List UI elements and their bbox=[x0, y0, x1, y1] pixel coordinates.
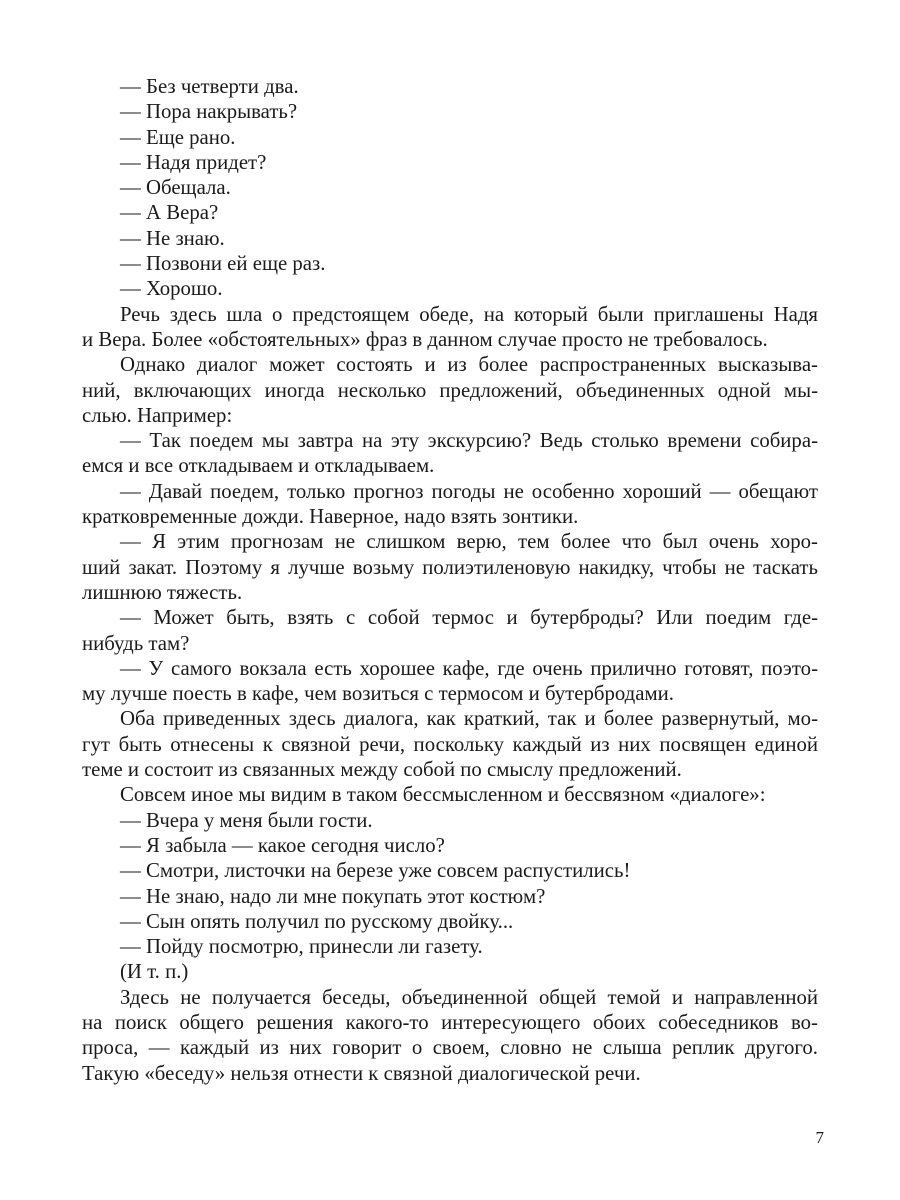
dialogue-line: — Я забыла — какое сегодня число? bbox=[120, 833, 445, 857]
dialogue-line: — Сын опять получил по русскому двойку... bbox=[120, 909, 514, 933]
paragraph-line: ний, включающих иногда несколько предложений, объединенных одной мы- bbox=[82, 378, 818, 402]
paragraph-line: теме и состоит из связанных между собой по смыслу предложений. bbox=[82, 758, 682, 782]
paragraph-line: Оба приведенных здесь диалога, как краткий, так и более развернутый, мо- bbox=[120, 707, 818, 731]
dialogue-line: — Смотри, листочки на березе уже совсем распустились! bbox=[120, 859, 631, 883]
dialogue-line: — У самого вокзала есть хорошее кафе, где очень прилично готовят, поэто- bbox=[120, 656, 818, 680]
dialogue-line: — Не знаю, надо ли мне покупать этот костюм? bbox=[120, 884, 546, 908]
dialogue-line: ший закат. Поэтому я лучше возьму полиэтиленовую накидку, чтобы не таскать bbox=[82, 555, 818, 579]
paragraph-line: Речь здесь шла о предстоящем обеде, на который были приглашены Надя bbox=[120, 302, 818, 326]
paragraph-line: и Вера. Более «обстоятельных» фраз в данном случае просто не требовалось. bbox=[82, 327, 768, 351]
dialogue-line: — Пора накрывать? bbox=[120, 100, 298, 124]
paragraph-line: Такую «беседу» нельзя отнести к связной диалогической речи. bbox=[82, 1061, 641, 1085]
dialogue-line: му лучше поесть в кафе, чем возиться с термосом и бутербродами. bbox=[82, 682, 674, 706]
dialogue-line: лишнюю тяжесть. bbox=[82, 580, 243, 604]
dialogue-line: нибудь там? bbox=[82, 631, 190, 655]
dialogue-line: — Пойду посмотрю, принесли ли газету. bbox=[120, 935, 483, 959]
dialogue-line: — Вчера у меня были гости. bbox=[120, 808, 373, 832]
dialogue-line: — Так поедем мы завтра на эту экскурсию? Ведь столько времени собира- bbox=[120, 429, 818, 453]
dialogue-line: — Я этим прогнозам не слишком верю, тем более что был очень хоро- bbox=[120, 530, 818, 554]
paragraph-line: слью. Например: bbox=[82, 403, 233, 427]
dialogue-line: — А Вера? bbox=[120, 201, 219, 225]
page-number: 7 bbox=[815, 1128, 824, 1147]
paragraph-line: Здесь не получается беседы, объединенной общей темой и направленной bbox=[120, 985, 818, 1009]
paragraph-line: Совсем иное мы видим в таком бессмысленном и бессвязном «диалоге»: bbox=[120, 783, 766, 807]
paragraph-line: (И т. п.) bbox=[120, 960, 189, 984]
dialogue-line: — Давай поедем, только прогноз погоды не особенно хороший — обещают bbox=[120, 479, 818, 503]
paragraph-line: проса, — каждый из них говорит о своем, словно не слыша реплик другого. bbox=[82, 1036, 818, 1060]
dialogue-line: — Обещала. bbox=[120, 176, 231, 200]
dialogue-line: емся и все откладываем и откладываем. bbox=[82, 454, 435, 478]
dialogue-line: — Еще рано. bbox=[120, 125, 236, 149]
paragraph-line: гут быть отнесены к связной речи, поскольку каждый из них посвящен единой bbox=[82, 732, 818, 756]
paragraph-line: Однако диалог может состоять и из более распространенных высказыва- bbox=[120, 353, 818, 377]
dialogue-line: — Может быть, взять с собой термос и бутерброды? Или поедим где- bbox=[120, 606, 818, 630]
dialogue-line: — Не знаю. bbox=[120, 226, 225, 250]
dialogue-line: — Без четверти два. bbox=[120, 75, 299, 98]
dialogue-line: кратковременные дожди. Наверное, надо взять зонтики. bbox=[82, 505, 579, 529]
dialogue-line: — Надя придет? bbox=[120, 150, 267, 174]
dialogue-line: — Позвони ей еще раз. bbox=[120, 252, 326, 276]
body-text bbox=[82, 74, 818, 1086]
paragraph-line: на поиск общего решения какого-то интересующего обоих собеседников во- bbox=[82, 1010, 818, 1034]
dialogue-line: — Хорошо. bbox=[120, 277, 223, 301]
